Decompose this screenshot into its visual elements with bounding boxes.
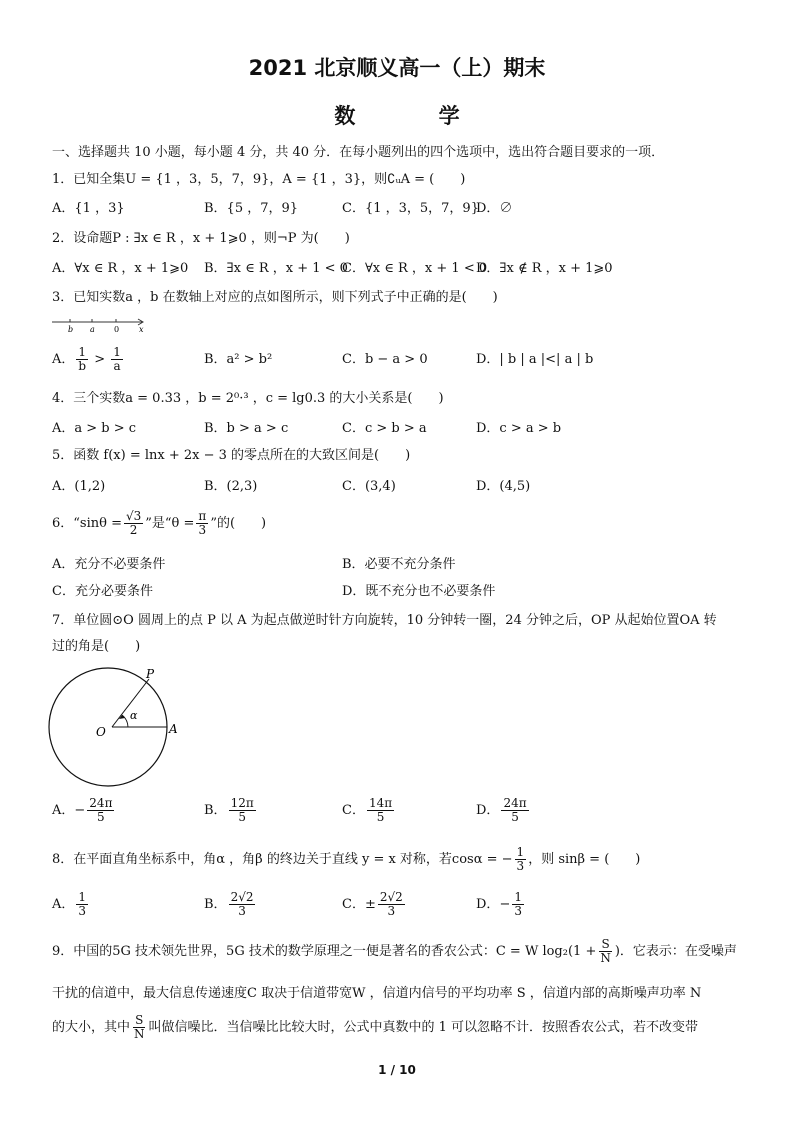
- q6-stem: 6．“sinθ = $\frac{√3}{2}$ ”是“θ = $\frac{\pi}{3}$ ”的( ): [52, 509, 267, 537]
- q6-option-d: D．既不充分也不必要条件: [342, 584, 496, 599]
- fraction: $\frac{12\pi}{5}$: [230, 796, 254, 824]
- q8-stem: 8．在平面直角坐标系中，角α ，角β 的终边关于直线 y = x 对称，若cosα = − $\frac{1}{3}$ ，则 sinβ = ( ): [52, 845, 641, 873]
- q3-option-a-label: A．: [52, 352, 75, 367]
- q7-stem-line2: 过的角是( ): [52, 639, 141, 654]
- q4-option-d: D．c > a > b: [476, 421, 562, 436]
- label-a: a: [90, 325, 95, 334]
- fraction: $\frac{S}{N}$: [134, 1013, 145, 1041]
- q4-option-a: A．a > b > c: [52, 421, 137, 436]
- q5-stem: 5．函数 f(x) = lnx + 2x − 3 的零点所在的大致区间是( ): [52, 448, 411, 463]
- fraction: $\frac{√3}{2}$: [125, 509, 142, 537]
- q3-option-d: D．| b | a |<| a | b: [476, 352, 594, 367]
- q3-stem: 3．已知实数a ，b 在数轴上对应的点如图所示，则下列式子中正确的是( ): [52, 290, 498, 305]
- q2-option-b: B．∃x ∈ R ，x + 1 < 0: [204, 261, 348, 276]
- q1-stem: 1．已知全集U = {1 ，3，5，7，9}，A = {1 ，3}，则∁ᵤA = ( ): [52, 172, 466, 187]
- q8-option-a: A． $\frac{1}{3}$: [52, 890, 87, 918]
- q7-option-a: A．− $\frac{24\pi}{5}$: [52, 796, 113, 824]
- q9-line2: 干扰的信道中，最大信息传递速度C 取决于信道带宽W ，信道内信号的平均功率 S ，信道内部的高斯噪声功率 N: [52, 986, 702, 1001]
- q2-option-c: C．∀x ∈ R ，x + 1 < 0: [342, 261, 488, 276]
- fraction: $\frac{\pi}{3}$: [198, 509, 207, 537]
- number-line-figure: [50, 314, 150, 334]
- fraction: $\frac{14\pi}{5}$: [368, 796, 393, 824]
- q4-stem: 4．三个实数a = 0.33 ，b = 2⁰·³ ，c = lg0.3 的大小关系是( ): [52, 391, 444, 406]
- fraction: $\frac{24\pi}{5}$: [89, 796, 113, 824]
- q3-option-c: C．b − a > 0: [342, 352, 428, 367]
- fraction: $\frac{S}{N}$: [600, 937, 611, 965]
- q1-option-d: D．∅: [476, 201, 513, 216]
- q8-option-b: B． $\frac{2√2}{3}$: [204, 890, 254, 918]
- q6-option-a: A．充分不必要条件: [52, 557, 166, 572]
- label-o: O: [96, 725, 106, 739]
- q5-option-a: A．(1,2): [52, 479, 106, 494]
- q9-line3: 的大小，其中 $\frac{S}{N}$ 叫做信噪比．当信噪比比较大时，公式中真数中的 1 可以忽略不计．按照香农公式，若不改变带: [52, 1013, 699, 1041]
- q4-option-c: C．c > b > a: [342, 421, 427, 436]
- q4-option-b: B．b > a > c: [204, 421, 289, 436]
- label-x: x: [139, 325, 144, 334]
- fraction: $\frac{1}{3}$: [516, 845, 525, 873]
- q7-option-c: C． $\frac{14\pi}{5}$: [342, 796, 393, 824]
- label-b: b: [68, 325, 74, 334]
- label-zero: 0: [114, 325, 120, 334]
- label-a: A: [169, 722, 178, 736]
- q9-line1: 9．中国的5G 技术领先世界，5G 技术的数学原理之一便是著名的香农公式：C = W log₂(1 + $\frac{S}{N}$ )．它表示：在受噪声: [52, 937, 737, 965]
- unit-circle-figure: [46, 663, 196, 789]
- q7-option-d: D． $\frac{24\pi}{5}$: [476, 796, 527, 824]
- q1-option-a: A．{1 ，3}: [52, 201, 125, 216]
- fraction: $\frac{1}{b}$: [78, 345, 87, 373]
- label-alpha: α: [130, 709, 138, 722]
- fraction: $\frac{2√2}{3}$: [230, 890, 254, 918]
- section-intro: 一、选择题共 10 小题，每小题 4 分，共 40 分．在每小题列出的四个选项中，选出符合题目要求的一项．: [52, 145, 665, 160]
- page-title: 2021 北京顺义高一（上）期末: [248, 56, 546, 80]
- q5-option-b: B．(2,3): [204, 479, 258, 494]
- fraction: $\frac{24\pi}{5}$: [503, 796, 527, 824]
- q3-option-b: B．a² > b²: [204, 352, 273, 367]
- q5-option-c: C．(3,4): [342, 479, 396, 494]
- subject-title: 数 学: [334, 104, 498, 128]
- q3-option-a: A． $\frac{1}{b}$ > $\frac{1}{a}$: [52, 345, 121, 373]
- q1-option-c: C．{1 ，3，5，7，9}: [342, 201, 479, 216]
- q2-option-d: D．∃x ∉ R ，x + 1⩾0: [476, 261, 613, 276]
- q2-option-a: A．∀x ∈ R ，x + 1⩾0: [52, 261, 189, 276]
- q2-stem: 2．设命题P : ∃x ∈ R ，x + 1⩾0 ，则¬P 为( ): [52, 231, 350, 246]
- q6-option-b: B．必要不充分条件: [342, 557, 456, 572]
- fraction: $\frac{1}{3}$: [78, 890, 87, 918]
- page-number: 1 / 10: [378, 1063, 416, 1077]
- q7-option-b: B． $\frac{12\pi}{5}$: [204, 796, 254, 824]
- q5-option-d: D．(4,5): [476, 479, 531, 494]
- q7-stem-line1: 7．单位圆⊙O 圆周上的点 P 以 A 为起点做逆时针方向旋转，10 分钟转一圈，24 分钟之后，OP 从起始位置OA 转: [52, 613, 717, 628]
- q8-option-d: D．− $\frac{1}{3}$: [476, 890, 522, 918]
- fraction: $\frac{1}{a}$: [113, 345, 121, 373]
- fraction: $\frac{2√2}{3}$: [379, 890, 403, 918]
- q1-option-b: B．{5 ，7，9}: [204, 201, 299, 216]
- q6-option-c: C．充分必要条件: [52, 584, 153, 599]
- fraction: $\frac{1}{3}$: [514, 890, 522, 918]
- label-p: P: [146, 667, 155, 681]
- q8-option-c: C．± $\frac{2√2}{3}$: [342, 890, 403, 918]
